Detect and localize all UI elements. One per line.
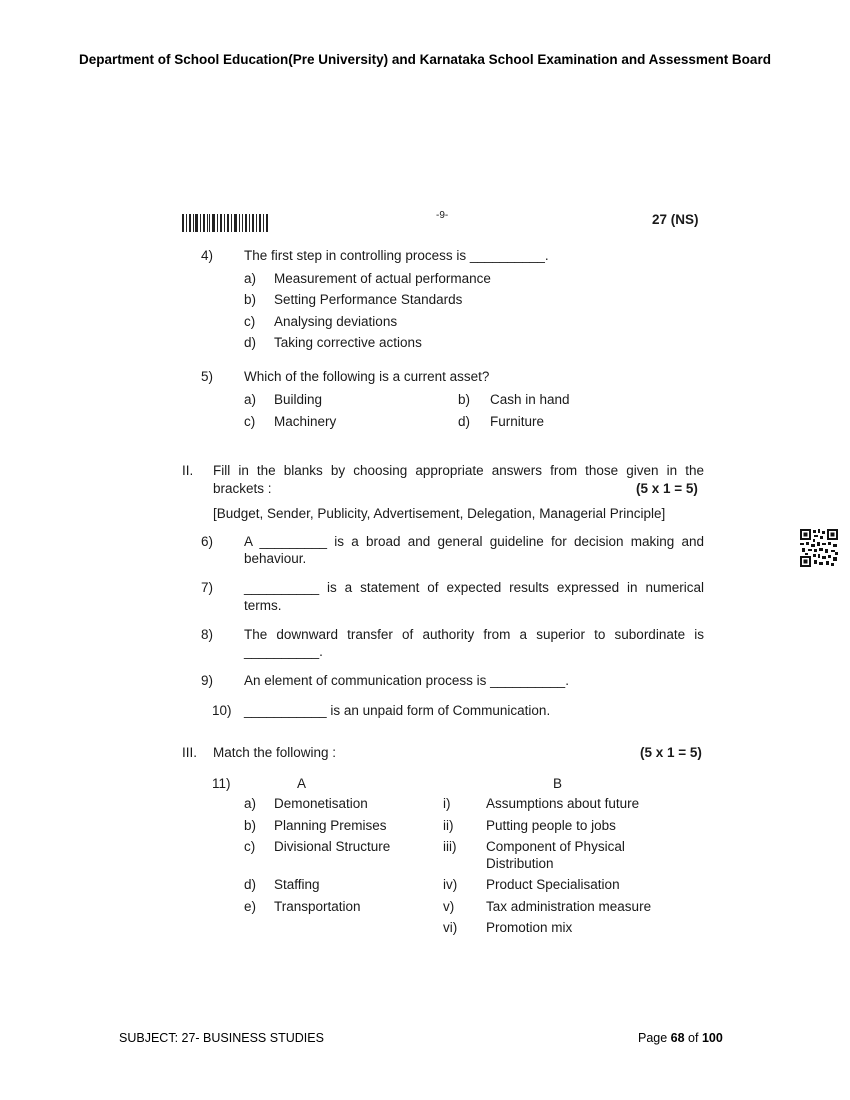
- item-text: Divisional Structure: [274, 839, 391, 854]
- option-label: a): [244, 271, 257, 286]
- qr-code-image: [800, 529, 838, 567]
- question-number: 11): [212, 776, 231, 791]
- barcode-image: [182, 214, 270, 232]
- item-label: vi): [443, 920, 458, 935]
- option-text: Measurement of actual performance: [274, 271, 491, 286]
- page-header: Department of School Education(Pre University) and Karnataka School Examination and Assessment Board: [79, 52, 771, 67]
- item-text: Demonetisation: [274, 796, 368, 811]
- item-text: Product Specialisation: [486, 877, 620, 892]
- footer-subject: SUBJECT: 27- BUSINESS STUDIES: [119, 1031, 324, 1045]
- item-text: Staffing: [274, 877, 320, 892]
- question-5-options: [0, 392, 850, 436]
- item-text: Component of Physical: [486, 839, 625, 854]
- section-2-header: [0, 463, 850, 523]
- item-label: d): [244, 877, 257, 892]
- section-marks: (5 x 1 = 5): [640, 745, 702, 760]
- question-text: The downward transfer of authority from a superior to subordinate is: [244, 627, 704, 642]
- question-number: 9): [201, 673, 214, 688]
- option-text: Furniture: [490, 414, 545, 429]
- question-text-cont: terms.: [244, 598, 282, 613]
- question-text: __________ is a statement of expected results expressed in numerical: [244, 580, 704, 595]
- option-text: Analysing deviations: [274, 314, 398, 329]
- question-number: 7): [201, 580, 214, 595]
- paper-code: 27 (NS): [652, 212, 699, 227]
- item-text: Planning Premises: [274, 818, 387, 833]
- option-text: Taking corrective actions: [274, 335, 422, 350]
- option-label: a): [244, 392, 257, 407]
- question-number: 4): [201, 248, 214, 263]
- question-7: [0, 580, 850, 616]
- item-label: ii): [443, 818, 454, 833]
- page-of: of: [684, 1031, 702, 1045]
- section-instruction: Fill in the blanks by choosing appropriate answers from those given in the: [213, 463, 704, 478]
- option-label: d): [244, 335, 257, 350]
- section-instruction-cont: brackets :: [213, 481, 272, 496]
- page-marker: -9-: [436, 210, 449, 221]
- option-text: Building: [274, 392, 323, 407]
- page-total: 100: [701, 1031, 723, 1045]
- item-text-cont: Distribution: [486, 856, 554, 871]
- question-text: Which of the following is a current asset?: [244, 369, 490, 384]
- option-text: Setting Performance Standards: [274, 292, 463, 307]
- question-4-options: [0, 271, 850, 361]
- question-text: A _________ is a broad and general guideline for decision making and: [244, 534, 704, 549]
- question-text-cont: __________.: [244, 644, 323, 659]
- item-label: iv): [443, 877, 458, 892]
- item-text: Transportation: [274, 899, 361, 914]
- page-prefix: Page: [638, 1031, 671, 1045]
- item-text: Assumptions about future: [486, 796, 640, 811]
- question-number: 8): [201, 627, 214, 642]
- option-label: c): [244, 414, 256, 429]
- item-label: b): [244, 818, 257, 833]
- page-current: 68: [670, 1031, 685, 1045]
- section-number: III.: [182, 745, 198, 760]
- answer-choices: [Budget, Sender, Publicity, Advertisement, Delegation, Managerial Principle]: [213, 506, 666, 521]
- question-6: [0, 534, 850, 570]
- item-text: Putting people to jobs: [486, 818, 616, 833]
- item-label: iii): [443, 839, 457, 854]
- question-text: The first step in controlling process is __________.: [244, 248, 549, 263]
- section-number: II.: [182, 463, 194, 478]
- item-label: c): [244, 839, 256, 854]
- section-instruction: Match the following :: [213, 745, 337, 760]
- question-number: 10): [212, 703, 232, 718]
- item-label: v): [443, 899, 455, 914]
- match-table: [0, 776, 850, 946]
- item-text: Promotion mix: [486, 920, 573, 935]
- question-number: 6): [201, 534, 214, 549]
- item-label: e): [244, 899, 257, 914]
- option-label: b): [458, 392, 471, 407]
- column-b-heading: B: [553, 776, 563, 791]
- option-label: b): [244, 292, 257, 307]
- item-text: Tax administration measure: [486, 899, 652, 914]
- question-text-cont: behaviour.: [244, 551, 307, 566]
- footer-page-number: [638, 1031, 723, 1045]
- question-text: An element of communication process is __________.: [244, 673, 569, 688]
- section-marks: (5 x 1 = 5): [636, 481, 698, 496]
- option-text: Machinery: [274, 414, 337, 429]
- option-label: d): [458, 414, 471, 429]
- question-text: ___________ is an unpaid form of Communication.: [244, 703, 551, 718]
- question-8: [0, 627, 850, 663]
- item-label: a): [244, 796, 257, 811]
- option-label: c): [244, 314, 256, 329]
- question-number: 5): [201, 369, 214, 384]
- option-text: Cash in hand: [490, 392, 570, 407]
- column-a-heading: A: [297, 776, 307, 791]
- item-label: i): [443, 796, 451, 811]
